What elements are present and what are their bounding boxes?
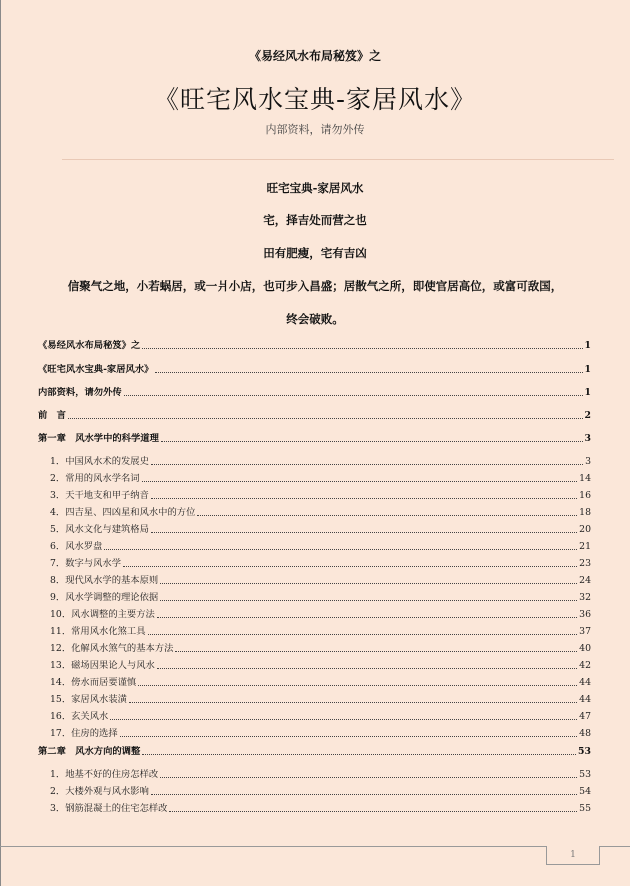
toc-entry[interactable] [38, 488, 591, 502]
quote-line: 田有肥瘦，宅有吉凶 [263, 246, 367, 260]
toc-leader-dots [124, 395, 583, 396]
toc-entry-page: 40 [579, 643, 591, 654]
toc-entry-title: 2．常用的风水学名词 [50, 473, 140, 484]
toc-entry[interactable] [38, 641, 591, 655]
toc-leader-dots [138, 685, 577, 686]
toc-leader-dots [169, 811, 577, 812]
toc-entry[interactable] [38, 573, 591, 587]
toc-leader-dots [160, 583, 577, 584]
toc-entry-page: 18 [579, 507, 591, 518]
series-title: 《易经风水布局秘笈》之 [248, 49, 381, 63]
toc-leader-dots [129, 702, 577, 703]
toc-entry-title: 8．现代风水学的基本原则 [50, 575, 159, 586]
toc-entry-title: 11．常用风水化煞工具 [50, 626, 146, 637]
toc-entry[interactable] [38, 692, 591, 706]
toc-leader-dots [155, 372, 582, 373]
toc-entry-title: 5．风水文化与建筑格局 [50, 524, 149, 535]
header-divider [62, 159, 614, 160]
toc-entry-title: 1．地基不好的住房怎样改 [50, 769, 159, 780]
toc-entry-title: 第二章 风水方向的调整 [38, 746, 141, 757]
toc-entry[interactable] [38, 658, 591, 672]
toc-entry[interactable] [38, 431, 591, 445]
subtitle: 内部资料，请勿外传 [265, 123, 365, 136]
toc-entry[interactable] [38, 801, 591, 815]
toc-entry-title: 10．风水调整的主要方法 [50, 609, 155, 620]
toc-leader-dots [123, 566, 577, 567]
toc-entry-page: 32 [579, 592, 591, 603]
toc-entry[interactable] [38, 767, 591, 781]
toc-leader-dots [110, 719, 577, 720]
toc-leader-dots [175, 651, 577, 652]
toc-entry-page: 44 [579, 677, 591, 688]
toc-leader-dots [68, 418, 583, 419]
toc-entry[interactable] [38, 454, 591, 468]
toc-entry-title: 内部资料，请勿外传 [38, 387, 122, 398]
quote-line: 信聚气之地，小若蜗居，或一爿小店，也可步入昌盛；居散气之所，即使官居高位，或富可敌国， [67, 279, 563, 293]
toc-entry[interactable] [38, 744, 591, 758]
toc-entry-title: 1．中国风水术的发展史 [50, 456, 149, 467]
toc-entry-title: 17．住房的选择 [50, 728, 118, 739]
toc-leader-dots [151, 498, 577, 499]
toc-entry-page: 24 [579, 575, 591, 586]
toc-entry-page: 1 [584, 364, 591, 375]
toc-leader-dots [142, 754, 576, 755]
toc-entry[interactable] [38, 784, 591, 798]
toc-entry-title: 4．四吉星、四凶星和风水中的方位 [50, 507, 196, 518]
toc-entry[interactable] [38, 338, 591, 352]
footer-divider [0, 846, 630, 847]
toc-entry-title: 《易经风水布局秘笈》之 [38, 340, 141, 351]
toc-entry-title: 2．大楼外观与风水影响 [50, 786, 149, 797]
toc-entry-title: 《旺宅风水宝典-家居风水》 [38, 364, 154, 375]
quote-line: 旺宅宝典-家居风水 [266, 181, 364, 195]
toc-entry[interactable] [38, 408, 591, 422]
toc-entry-page: 20 [579, 524, 591, 535]
toc-leader-dots [142, 481, 578, 482]
toc-entry-page: 23 [579, 558, 591, 569]
toc-leader-dots [148, 634, 578, 635]
toc-entry[interactable] [38, 505, 591, 519]
toc-entry-title: 前 言 [38, 410, 66, 421]
page-number: 1 [546, 846, 600, 865]
toc-entry[interactable] [38, 726, 591, 740]
toc-leader-dots [160, 777, 577, 778]
toc-entry-page: 53 [579, 769, 591, 780]
toc-leader-dots [160, 600, 577, 601]
toc-entry-page: 21 [579, 541, 591, 552]
toc-entry-title: 3．天干地支和甲子纳音 [50, 490, 149, 501]
toc-entry-page: 42 [579, 660, 591, 671]
toc-leader-dots [120, 736, 578, 737]
toc-entry-page: 3 [585, 456, 591, 467]
toc-leader-dots [197, 515, 577, 516]
main-title: 《旺宅风水宝典-家居风水》 [153, 85, 477, 114]
toc-entry-page: 2 [584, 410, 591, 421]
toc-entry[interactable] [38, 556, 591, 570]
toc-entry[interactable] [38, 522, 591, 536]
toc-entry[interactable] [38, 471, 591, 485]
toc-entry-page: 36 [579, 609, 591, 620]
toc-entry[interactable] [38, 624, 591, 638]
toc-entry-title: 6．风水罗盘 [50, 541, 103, 552]
toc-entry[interactable] [38, 590, 591, 604]
toc-entry-title: 7．数字与风水学 [50, 558, 121, 569]
toc-entry-title: 16．玄关风水 [50, 711, 109, 722]
toc-entry-title: 15．家居风水装潢 [50, 694, 127, 705]
toc-leader-dots [104, 549, 577, 550]
toc-entry-title: 14．傍水而居要谨慎 [50, 677, 137, 688]
toc-entry[interactable] [38, 675, 591, 689]
toc-leader-dots [151, 794, 577, 795]
toc-entry-page: 3 [584, 433, 591, 444]
toc-entry-page: 54 [579, 786, 591, 797]
toc-entry-page: 1 [584, 340, 591, 351]
quote-line: 终会破败。 [286, 312, 344, 326]
toc-entry-page: 53 [578, 746, 591, 757]
toc-entry-page: 55 [579, 803, 591, 814]
toc-leader-dots [161, 441, 583, 442]
toc-leader-dots [157, 668, 577, 669]
toc-entry-page: 16 [579, 490, 591, 501]
toc-leader-dots [142, 348, 582, 349]
toc-entry-page: 44 [579, 694, 591, 705]
toc-entry-page: 1 [584, 387, 591, 398]
toc-leader-dots [151, 464, 583, 465]
toc-entry[interactable] [38, 539, 591, 553]
toc-leader-dots [157, 617, 577, 618]
toc-entry-page: 37 [579, 626, 591, 637]
toc-leader-dots [151, 532, 577, 533]
toc-entry-title: 12．化解风水煞气的基本方法 [50, 643, 174, 654]
toc-entry[interactable] [38, 385, 591, 399]
toc-entry-title: 13．磁场因果论人与风水 [50, 660, 155, 671]
toc-entry-page: 14 [579, 473, 591, 484]
toc-entry-title: 9．风水学调整的理论依据 [50, 592, 159, 603]
toc-entry-title: 第一章 风水学中的科学道理 [38, 433, 159, 444]
toc-entry-page: 47 [579, 711, 591, 722]
quote-line: 宅，择吉处而营之也 [263, 213, 367, 227]
toc-entry[interactable] [38, 607, 591, 621]
toc-entry[interactable] [38, 362, 591, 376]
toc-entry-page: 48 [579, 728, 591, 739]
toc-entry-title: 3．钢筋混凝土的住宅怎样改 [50, 803, 168, 814]
toc-entry[interactable] [38, 709, 591, 723]
